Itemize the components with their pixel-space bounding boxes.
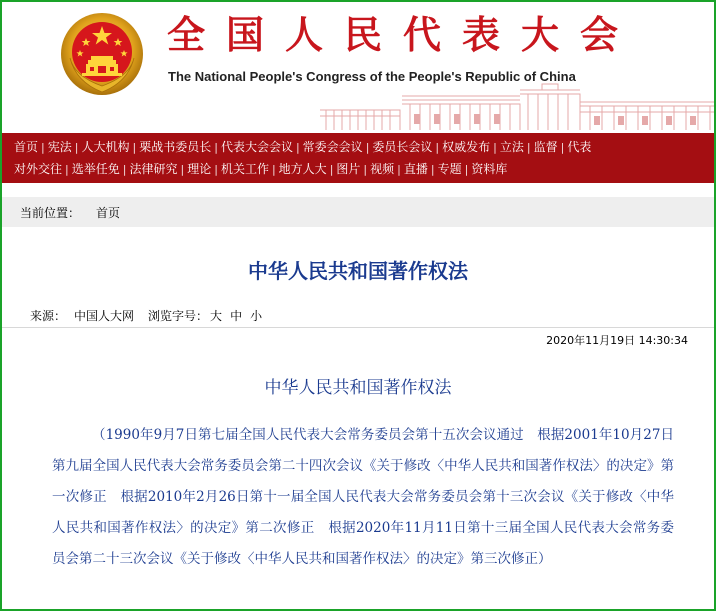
nav-item[interactable]: 常委会会议 — [302, 140, 363, 154]
nav-item[interactable]: 首页 — [14, 140, 39, 154]
publish-time: 2020年11月19日 14:30:34 — [546, 334, 688, 347]
law-title: 中华人民共和国著作权法 — [264, 378, 452, 398]
nav-separator: | — [132, 140, 137, 154]
site-title-cn: 全国人民代表大会 — [167, 12, 640, 57]
breadcrumb — [2, 197, 714, 227]
source-label: 来源： — [30, 309, 67, 323]
nav-item[interactable]: 直播 — [403, 162, 428, 176]
nav-item[interactable]: 法律研究 — [129, 162, 178, 176]
nav-item[interactable]: 代表 — [567, 140, 592, 154]
nav-separator: | — [65, 162, 69, 176]
nav-item[interactable]: 人大机构 — [81, 140, 130, 154]
nav-item[interactable]: 代表大会会议 — [220, 140, 293, 154]
font-size-medium-button[interactable]: 中 — [230, 309, 243, 323]
nav-item[interactable]: 图片 — [336, 162, 361, 176]
nav-item[interactable]: 专题 — [437, 162, 462, 176]
breadcrumb-home-link[interactable]: 首页 — [96, 205, 121, 220]
nav-separator: | — [180, 162, 185, 176]
article-title: 中华人民共和国著作权法 — [248, 259, 468, 283]
nav-item[interactable]: 资料库 — [471, 162, 508, 176]
nav-row-2 — [14, 158, 507, 180]
nav-item[interactable]: 委员长会议 — [372, 140, 433, 154]
nav-separator: | — [214, 162, 218, 176]
nav-item[interactable]: 视频 — [370, 162, 395, 176]
nav-item[interactable]: 权威发布 — [442, 140, 491, 154]
nav-separator: | — [464, 162, 469, 176]
nav-separator: | — [329, 162, 334, 176]
nav-separator: | — [214, 140, 218, 154]
nav-separator: | — [74, 140, 79, 154]
nav-item[interactable]: 监督 — [533, 140, 558, 154]
source-value: 中国人大网 — [74, 309, 135, 323]
nav-separator: | — [271, 162, 276, 176]
article-meta-bar — [2, 304, 714, 328]
font-size-large-button[interactable]: 大 — [210, 309, 223, 323]
breadcrumb-label: 当前位置： — [20, 205, 81, 220]
national-emblem-icon[interactable] — [60, 12, 144, 96]
nav-separator: | — [493, 140, 497, 154]
nav-separator: | — [526, 140, 531, 154]
nav-item[interactable]: 立法 — [499, 140, 524, 154]
nav-item[interactable]: 对外交往 — [14, 162, 63, 176]
nav-separator: | — [295, 140, 300, 154]
nav-separator: | — [365, 140, 370, 154]
nav-separator: | — [397, 162, 401, 176]
nav-separator: | — [430, 162, 435, 176]
nav-row-1 — [14, 136, 591, 158]
nav-item[interactable]: 选举任免 — [71, 162, 120, 176]
nav-item[interactable]: 栗战书委员长 — [139, 140, 212, 154]
nav-separator: | — [560, 140, 565, 154]
nav-separator: | — [41, 140, 45, 154]
site-title-en: The National People's Congress of the People's Republic of China — [168, 69, 576, 84]
nav-item[interactable]: 地方人大 — [278, 162, 327, 176]
font-size-small-button[interactable]: 小 — [250, 309, 263, 323]
nav-separator: | — [363, 162, 368, 176]
law-preamble: （1990年9月7日第七届全国人民代表大会常务委员会第十五次会议通过 根据2001年10月27日第九届全国人民代表大会常务委员会第二十四次会议《关于修改〈中华人民共和国著作权法〉的决定》第一次修正 根据2010年2月26日第十一届全国人民代表大会常务委员会第十三次会议《关于修改〈中华人民共和国著作权法〉的决定》第二次修正 根据2020年11月11日第十三届全国人民代表大会常务委员会第二十三次会议《关于修改〈中华人民共和国著作权法〉的决定》第三次修正） — [52, 427, 674, 567]
nav-item[interactable]: 理论 — [187, 162, 212, 176]
nav-separator: | — [122, 162, 127, 176]
nav-item[interactable]: 宪法 — [47, 140, 72, 154]
main-nav — [2, 133, 714, 183]
great-hall-illustration — [320, 80, 714, 130]
site-header — [2, 2, 714, 130]
font-size-label: 浏览字号： — [148, 309, 209, 323]
nav-separator: | — [435, 140, 440, 154]
nav-item[interactable]: 机关工作 — [220, 162, 269, 176]
